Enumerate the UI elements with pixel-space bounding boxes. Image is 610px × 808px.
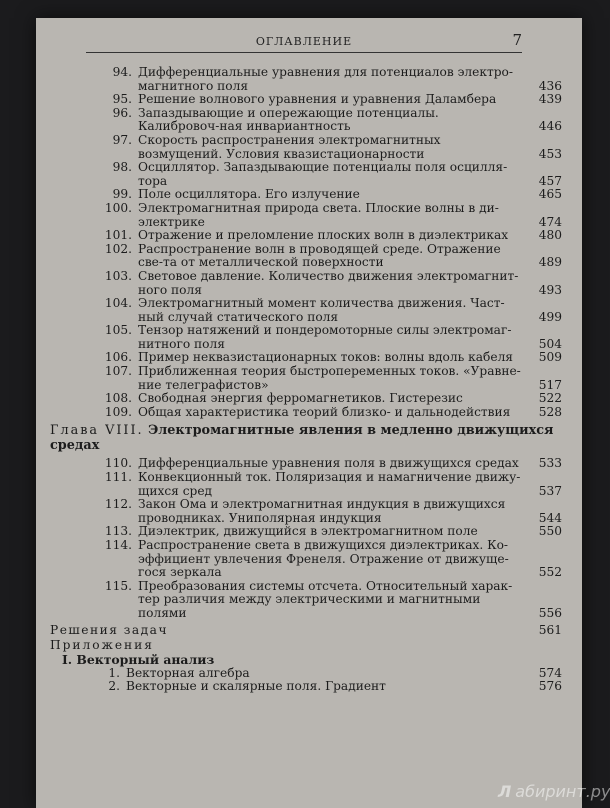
- toc-entry: [50, 471, 562, 498]
- toc-entry-title: Распространение света в движущихся диэлектриках. Ко-эффициент увлечения Френеля. Отражение от движуще-гося зеркала: [138, 538, 509, 580]
- toc-entry: [50, 351, 562, 365]
- running-title: ОГЛАВЛЕНИЕ: [255, 35, 353, 48]
- toc-entry-page: 509: [538, 350, 562, 365]
- toc-entry-number: 110.: [104, 456, 132, 471]
- toc-entry: [50, 161, 562, 188]
- toc-entry-number: 1.: [108, 665, 120, 680]
- toc-entry-number: 114.: [104, 538, 132, 552]
- toc-entry: [50, 365, 562, 392]
- toc-entry: [50, 525, 562, 539]
- toc-entry: [50, 457, 562, 471]
- toc-entry-page: 439: [538, 92, 562, 107]
- toc-entry-page: 499: [538, 309, 562, 324]
- solutions-title: Решения задач: [50, 622, 169, 637]
- toc-entry-page: 576: [538, 679, 562, 694]
- toc-entry-number: 108.: [104, 391, 132, 406]
- toc-entry-number: 96.: [112, 105, 132, 120]
- toc-entry-page: 446: [538, 119, 562, 134]
- table-of-contents: [50, 66, 562, 694]
- chapter-number: Глава VIII.: [50, 423, 144, 439]
- toc-entry-page: 465: [538, 187, 562, 202]
- toc-entry-title: Электромагнитная природа света. Плоские волны в ди-электрике: [138, 200, 499, 229]
- running-header: [86, 32, 522, 53]
- toc-entry-page: 522: [538, 391, 562, 406]
- toc-entry-number: 115.: [104, 578, 132, 593]
- toc-entry-page: 453: [538, 146, 562, 161]
- watermark-text: абиринт.ру: [515, 782, 610, 801]
- toc-entry-title: Дифференциальные уравнения поля в движущихся средах: [138, 456, 519, 471]
- toc-entry-number: 2.: [108, 679, 120, 694]
- toc-entry-number: 95.: [112, 92, 132, 107]
- toc-entry: [50, 392, 562, 406]
- toc-entry-number: 99.: [112, 187, 132, 202]
- toc-entries-chapter-8: [50, 457, 562, 620]
- solutions-page: 561: [538, 622, 562, 637]
- book-page: [36, 18, 610, 808]
- toc-entry: [50, 229, 562, 243]
- toc-entry-page: 574: [538, 665, 562, 680]
- page-number: 7: [512, 31, 522, 49]
- toc-entry-page: 493: [538, 282, 562, 297]
- toc-entry-title: Приближенная теория быстропеременных токов. «Уравне-ние телеграфистов»: [138, 364, 521, 392]
- toc-entry-number: 98.: [112, 160, 132, 175]
- toc-entry-page: 504: [538, 336, 562, 351]
- toc-entry-number: 97.: [112, 132, 132, 147]
- toc-entry-number: 106.: [104, 350, 132, 365]
- toc-entry: [50, 202, 562, 229]
- toc-entry-title: Поле осциллятора. Его излучение: [138, 187, 360, 202]
- toc-entry-number: 100.: [104, 200, 132, 215]
- toc-entry-title: Отражение и преломление плоских волн в диэлектриках: [138, 228, 509, 243]
- toc-entry-title: Диэлектрик, движущийся в электромагнитном поле: [138, 524, 478, 539]
- toc-entry: [50, 297, 562, 324]
- toc-entry-number: 112.: [104, 497, 132, 512]
- toc-entry: [50, 324, 562, 351]
- toc-entry-title: Запаздывающие и опережающие потенциалы. Калибровоч-ная инвариантность: [138, 105, 439, 134]
- toc-entry-number: 103.: [104, 268, 132, 283]
- toc-entry-number: 113.: [104, 524, 132, 539]
- appendix-subsection: I. Векторный анализ: [62, 651, 215, 667]
- appendix-title: Приложения: [50, 637, 154, 652]
- toc-entry: [50, 667, 562, 681]
- toc-entry: [50, 66, 562, 93]
- toc-entry: [50, 498, 562, 525]
- toc-entry-title: Электромагнитный момент количества движения. Част-ный случай статического поля: [138, 296, 505, 324]
- toc-entry-page: 556: [538, 605, 562, 620]
- toc-entry: [50, 680, 562, 694]
- toc-entry-number: 101.: [104, 228, 132, 243]
- toc-entry-title: Закон Ома и электромагнитная индукция в движущихся проводниках. Униполярная индукция: [138, 497, 506, 525]
- toc-entry: [50, 188, 562, 202]
- toc-entry-page: 517: [538, 377, 562, 392]
- toc-entry-title: Пример неквазистационарных токов: волны вдоль кабеля: [138, 350, 513, 365]
- toc-entry-page: 480: [538, 228, 562, 243]
- toc-entry-title: Тензор натяжений и пондеромоторные силы электромаг-нитного поля: [138, 323, 512, 351]
- toc-entry: [50, 580, 562, 621]
- toc-entry-title: Осциллятор. Запаздывающие потенциалы поля осцилля-тора: [138, 160, 508, 188]
- toc-entry-page: 457: [538, 173, 562, 188]
- toc-entry-title: Распространение волн в проводящей среде. Отражение све-та от металлической поверхности: [138, 241, 501, 270]
- toc-entry-title: Дифференциальные уравнения для потенциалов электро-магнитного поля: [138, 65, 514, 93]
- toc-entry-page: 550: [538, 524, 562, 539]
- toc-entry-number: 94.: [112, 65, 132, 79]
- toc-entry-page: 544: [538, 510, 562, 525]
- toc-entry: [50, 243, 562, 270]
- toc-entry-number: 107.: [104, 364, 132, 379]
- chapter-title: Электромагнитные явления в медленно движущихся средах: [50, 423, 554, 454]
- toc-entry-number: 105.: [104, 323, 132, 338]
- toc-entry-title: Световое давление. Количество движения электромагнит-ного поля: [138, 268, 519, 297]
- toc-entry-page: 533: [538, 456, 562, 471]
- toc-entry: [50, 134, 562, 161]
- toc-entry: [50, 406, 562, 420]
- toc-entry: [50, 539, 562, 580]
- toc-entry-title: Векторная алгебра: [126, 665, 250, 680]
- chapter-heading: [50, 423, 562, 453]
- toc-entry-title: Конвекционный ток. Поляризация и намагничение движу-щихся сред: [138, 470, 521, 498]
- toc-entry-title: Скорость распространения электромагнитных возмущений. Условия квазистационарности: [138, 132, 441, 161]
- toc-entry-title: Решение волнового уравнения и уравнения Даламбера: [138, 92, 497, 107]
- solutions-entry: [50, 623, 562, 637]
- toc-entry-title: Преобразования системы отсчета. Относительный харак-тер различия между электрическими и магнитными полями: [138, 578, 513, 620]
- toc-entries-appendix: [50, 667, 562, 694]
- toc-entries-chapter-7: [50, 66, 562, 419]
- toc-entry-number: 111.: [104, 470, 132, 485]
- toc-entry: [50, 270, 562, 297]
- toc-entry-page: 528: [538, 404, 562, 419]
- toc-entry: [50, 93, 562, 107]
- toc-entry-number: 109.: [104, 404, 132, 419]
- toc-entry-page: 489: [538, 255, 562, 270]
- toc-entry-number: 102.: [104, 241, 132, 256]
- toc-entry-title: Общая характеристика теорий близко- и дальнодействия: [138, 404, 511, 419]
- toc-entry-title: Свободная энергия ферромагнетиков. Гистерезис: [138, 391, 463, 406]
- toc-entry-page: 436: [538, 78, 562, 93]
- toc-entry-number: 104.: [104, 296, 132, 311]
- toc-entry: [50, 107, 562, 134]
- toc-entry-title: Векторные и скалярные поля. Градиент: [126, 679, 386, 694]
- toc-entry-page: 537: [538, 483, 562, 498]
- watermark: [498, 782, 610, 801]
- toc-entry-page: 474: [538, 214, 562, 229]
- labirint-logo-icon: Л: [498, 782, 512, 801]
- toc-entry-page: 552: [538, 565, 562, 580]
